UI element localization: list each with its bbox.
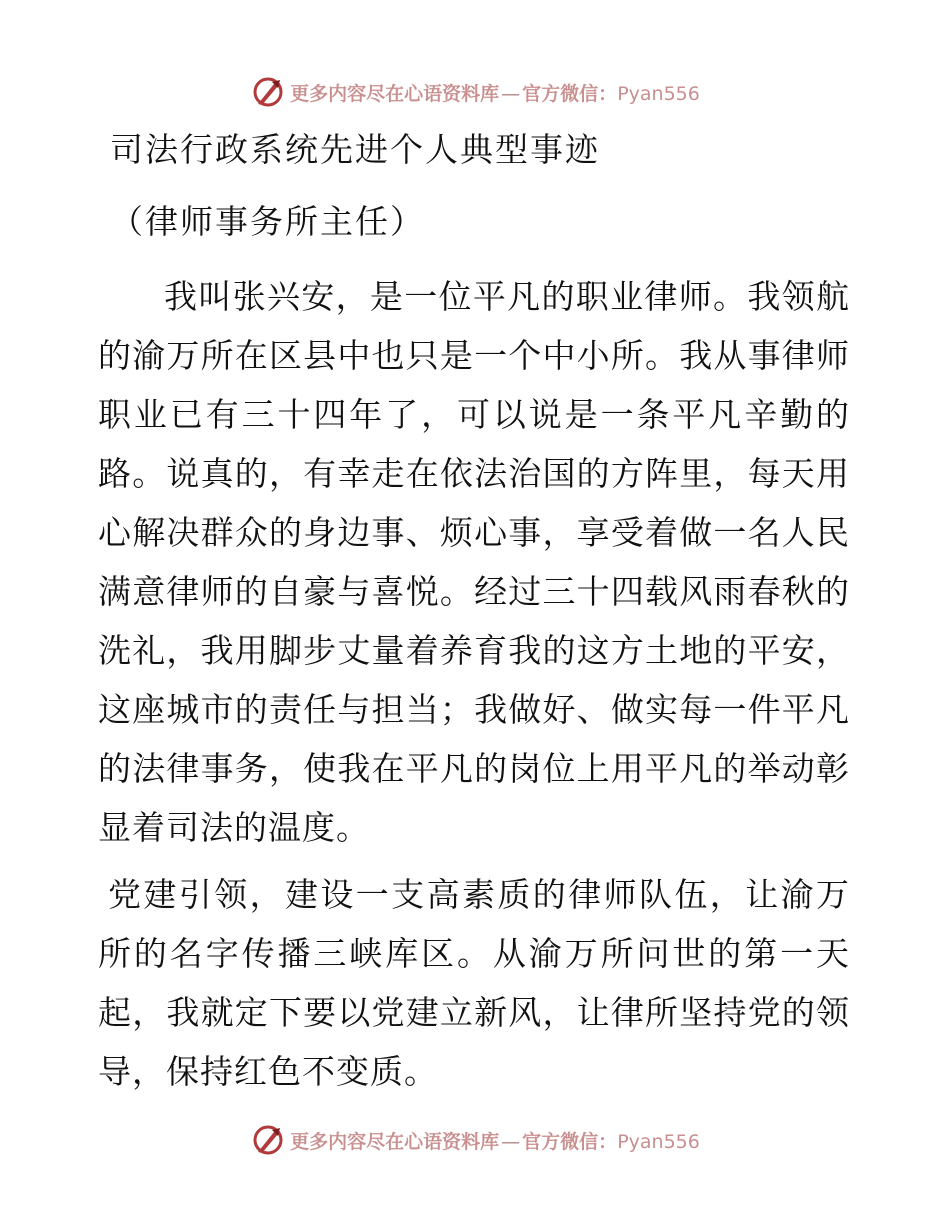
watermark-wechat-id: Pyan556 bbox=[617, 1130, 700, 1153]
watermark-text bbox=[290, 79, 700, 106]
watermark-site-name: 更多内容尽在心语资料库 bbox=[290, 1130, 500, 1153]
watermark-text bbox=[290, 1127, 700, 1154]
header-watermark bbox=[0, 70, 950, 114]
body-paragraph-2: 党建引领，建设一支高素质的律师队伍，让渝万所的名字传播三峡库区。从渝万所问世的第一天起，我就定下要以党建立新风，让律所坚持党的领导，保持红色不变质。 bbox=[98, 875, 850, 1091]
watermark-wechat-label: 官方微信： bbox=[522, 82, 618, 105]
watermark-wechat-label: 官方微信： bbox=[522, 1130, 618, 1153]
quill-pen-logo-icon bbox=[250, 74, 286, 110]
watermark-dash: — bbox=[501, 82, 521, 105]
watermark-dash: — bbox=[501, 1130, 521, 1153]
watermark-site-name: 更多内容尽在心语资料库 bbox=[290, 82, 500, 105]
document-subtitle: （律师事务所主任） bbox=[110, 202, 425, 241]
footer-watermark bbox=[0, 1118, 950, 1162]
quill-pen-logo-icon bbox=[250, 1122, 286, 1158]
body-paragraph-1: 我叫张兴安，是一位平凡的职业律师。我领航的渝万所在区县中也只是一个中小所。我从事律师职业已有三十四年了，可以说是一条平凡辛勤的路。说真的，有幸走在依法治国的方阵里，每天用心解决群众的身边事、烦心事，享受着做一名人民满意律师的自豪与喜悦。经过三十四载风雨春秋的洗礼，我用脚步丈量着养育我的这方土地的平安，这座城市的责任与担当；我做好、做实每一件平凡的法律事务，使我在平凡的岗位上用平凡的举动彰显着司法的温度。 bbox=[98, 277, 850, 847]
watermark-wechat-id: Pyan556 bbox=[617, 82, 700, 105]
document-title: 司法行政系统先进个人典型事迹 bbox=[110, 130, 600, 169]
